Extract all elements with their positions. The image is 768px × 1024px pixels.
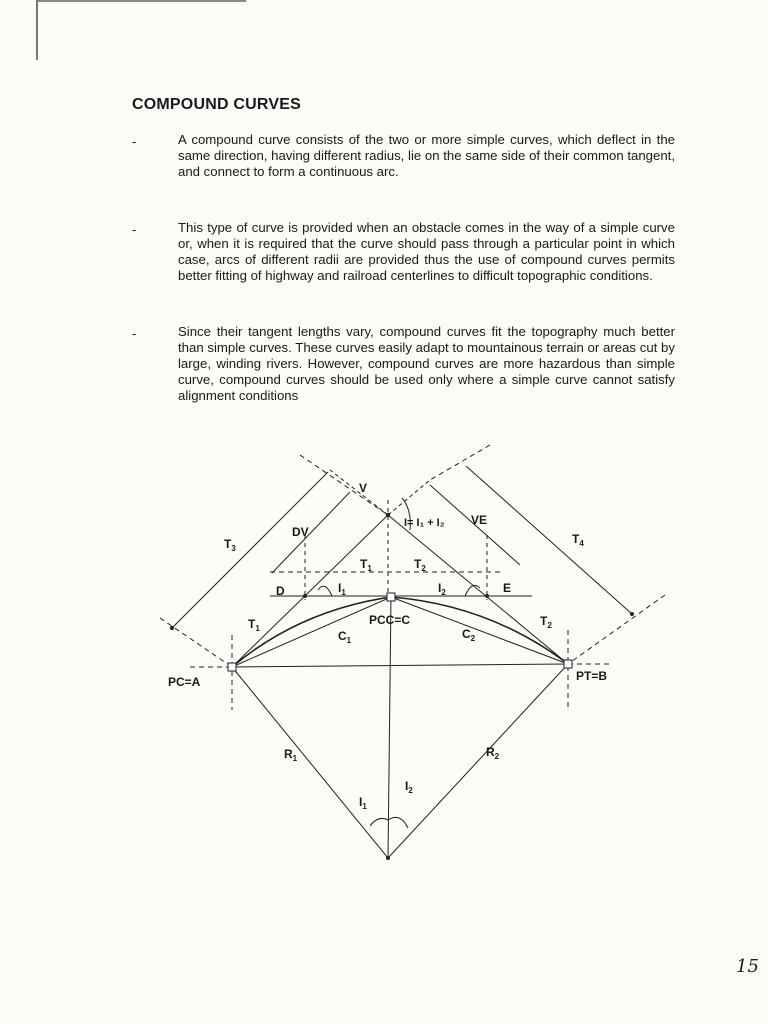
dimension-end [630, 612, 634, 616]
station-marker-a [228, 663, 236, 671]
dimension-end [170, 626, 174, 630]
compound-curve-diagram [0, 440, 768, 870]
station-marker-b [564, 660, 572, 668]
label-i1-bottom: $I_1$ [359, 795, 367, 811]
point-d [303, 594, 307, 598]
label-r2: $R_2$ [486, 745, 500, 761]
scan-artifact-edge [36, 0, 38, 60]
bullet-mark: - [132, 222, 137, 237]
dimension-t3 [172, 472, 328, 628]
label-t2-right: $T_2$ [540, 614, 552, 630]
label-c2: $C_2$ [462, 627, 476, 643]
label-total-deflection: I= I₁ + I₂ [404, 517, 445, 529]
dimension-t3-leader [300, 455, 388, 515]
label-pt-b: PT=B [576, 669, 608, 683]
label-pcc: PCC=C [369, 613, 411, 627]
dimension-t4-leader [568, 595, 665, 664]
tangent-line-bv [388, 515, 568, 664]
label-t1-top: $T_1$ [360, 557, 372, 573]
angle-arc-i2-top [465, 585, 480, 596]
label-i1-top: $I_1$ [338, 581, 346, 597]
bullet-mark: - [132, 326, 137, 341]
label-i2-top: $I_2$ [438, 581, 446, 597]
dimension-dv [272, 492, 350, 573]
label-v: V [359, 481, 368, 495]
paragraph-usage: This type of curve is provided when an obstacle comes in the way of a simple curve or, when it is required that the curve should pass through a particular point in which case, arcs of different radii are provided thus the use of compound curves permits better fitting of highway and railroad centerlines to difficult topographic conditions. [178, 220, 675, 283]
chord-c2 [391, 597, 568, 664]
point-e [485, 594, 489, 598]
label-dv: DV [292, 525, 309, 539]
dimension-t3-leader [160, 618, 232, 667]
label-i2-bottom: $I_2$ [405, 779, 413, 795]
label-pc-a: PC=A [168, 675, 201, 689]
label-t2-top: $T_2$ [414, 557, 426, 573]
bullet-mark: - [132, 134, 137, 149]
paragraph-definition: A compound curve consists of the two or more simple curves, which deflect in the same direction, having different radius, lie on the same side of their common tangent, and connect to form a continuous arc. [178, 132, 675, 179]
dimension-t4-leader [430, 445, 490, 480]
label-e: E [503, 581, 512, 595]
radius-r1 [232, 667, 388, 858]
label-t1-left: $T_1$ [248, 617, 260, 633]
scan-artifact-top [36, 0, 246, 2]
page-title: COMPOUND CURVES [132, 96, 301, 113]
station-marker-c [387, 593, 395, 601]
tangent-line-av [232, 515, 388, 667]
long-chord-ab [232, 664, 568, 667]
label-t3: $T_3$ [224, 537, 236, 553]
radius-r2 [388, 664, 568, 858]
paragraph-advantages: Since their tangent lengths vary, compound curves fit the topography much better than simple curves. These curves easily adapt to mountainous terrain or areas cut by large, winding rivers. However, compound curves are more hazardous than simple curve, compound curves should be used only where a simple curve cannot satisfy alignment conditions [178, 324, 675, 403]
point-center [386, 856, 390, 860]
point-v [386, 513, 390, 517]
label-ve: VE [471, 513, 488, 527]
label-t4: $T_4$ [572, 532, 584, 548]
angle-arc-i1-top [318, 586, 332, 596]
tangent-extension [388, 480, 430, 515]
angle-arc-i1-bottom [370, 818, 388, 826]
angle-arc-i2-bottom [388, 817, 408, 828]
dimension-t4 [466, 466, 632, 614]
label-c1: $C_1$ [338, 629, 352, 645]
label-r1: $R_1$ [284, 747, 298, 763]
label-d: D [276, 584, 285, 598]
page-number: 15 [736, 956, 759, 977]
